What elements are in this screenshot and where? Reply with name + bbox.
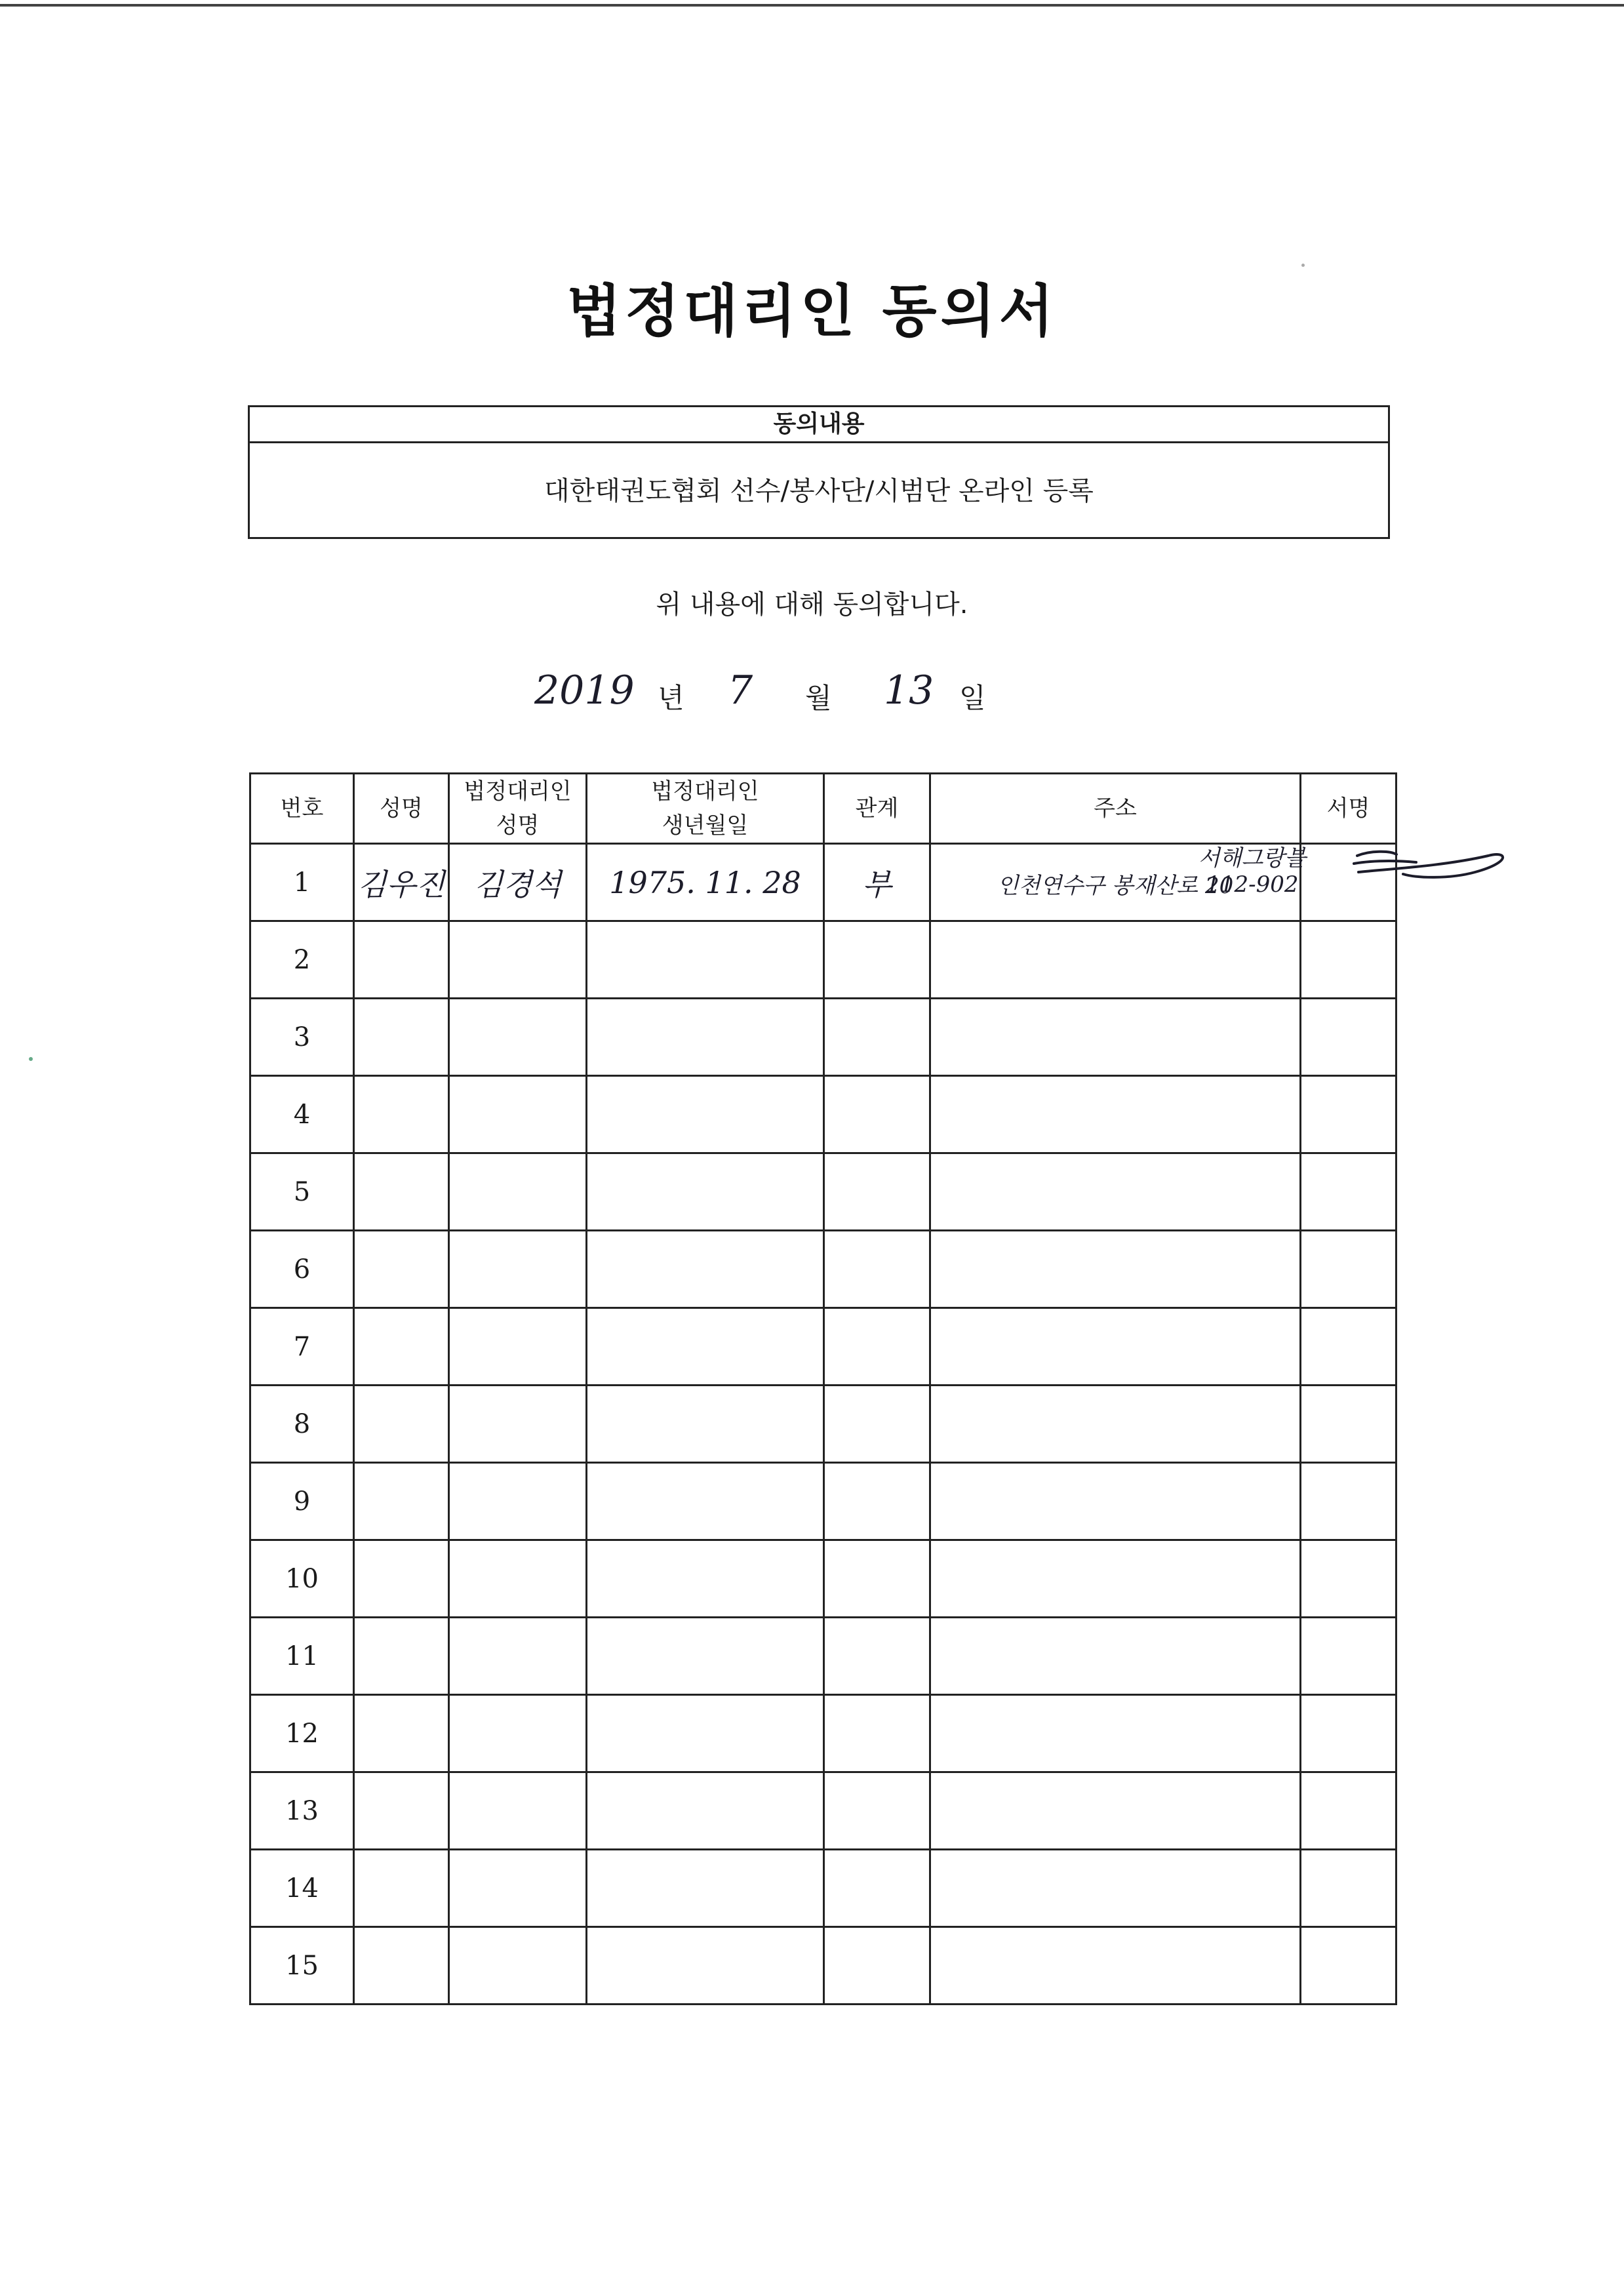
row-signature xyxy=(1301,1076,1396,1153)
table-row xyxy=(250,1153,1396,1231)
row-guardian-name xyxy=(449,1772,587,1850)
row-signature xyxy=(1301,1695,1396,1772)
row-no xyxy=(250,1153,354,1231)
row-guardian-name xyxy=(449,1153,587,1231)
row-guardian-name xyxy=(449,844,587,921)
row-no xyxy=(250,999,354,1076)
row-signature xyxy=(1301,1540,1396,1618)
row-signature xyxy=(1301,1386,1396,1463)
consent-box xyxy=(248,405,1390,539)
row-guardian-name xyxy=(449,921,587,999)
row-no-text: 3 xyxy=(293,1022,311,1052)
header-relation: 관계 xyxy=(824,774,930,844)
row-name xyxy=(354,999,449,1076)
row-relation xyxy=(824,1927,930,2005)
document-title: 법정대리인 동의서 xyxy=(566,279,1058,344)
row-guardian-birth xyxy=(587,1231,824,1308)
table-row xyxy=(250,844,1396,921)
row-name-text: 김우진 xyxy=(357,866,445,902)
date-day: 13 xyxy=(884,668,934,713)
row-name xyxy=(354,1386,449,1463)
row-relation xyxy=(824,1386,930,1463)
row-guardian-name xyxy=(449,1076,587,1153)
row-no-text: 9 xyxy=(293,1486,311,1517)
row-no-text: 2 xyxy=(293,944,311,975)
consent-content: 대한태권도협회 선수/봉사단/시범단 온라인 등록 xyxy=(544,476,1094,506)
row-name xyxy=(354,1540,449,1618)
row-address xyxy=(930,1927,1301,2005)
row-guardian-birth xyxy=(587,1076,824,1153)
row-address xyxy=(930,1231,1301,1308)
row-name xyxy=(354,1076,449,1153)
table-row xyxy=(250,1618,1396,1695)
row-guardian-birth xyxy=(587,1463,824,1540)
row-relation xyxy=(824,1308,930,1386)
row-relation xyxy=(824,1231,930,1308)
row-no xyxy=(250,921,354,999)
row-relation xyxy=(824,999,930,1076)
row-name xyxy=(354,1153,449,1231)
header-guardian-birth: 법정대리인 생년월일 xyxy=(587,774,824,844)
date-year: 2019 xyxy=(534,668,635,713)
guardian-table xyxy=(249,772,1397,2005)
row-no xyxy=(250,1076,354,1153)
agreement-text: 위 내용에 대해 동의합니다. xyxy=(656,589,968,620)
row-guardian-name xyxy=(449,1463,587,1540)
row-guardian-name xyxy=(449,1231,587,1308)
row-address xyxy=(930,1540,1301,1618)
row-signature xyxy=(1301,1308,1396,1386)
row-no xyxy=(250,1618,354,1695)
row-no xyxy=(250,1772,354,1850)
row-address xyxy=(930,1463,1301,1540)
row-no xyxy=(250,1463,354,1540)
row-no xyxy=(250,844,354,921)
row-guardian-name xyxy=(449,999,587,1076)
row-address xyxy=(930,844,1306,921)
row-signature xyxy=(1301,1850,1396,1927)
row-signature xyxy=(1301,1153,1396,1231)
row-no xyxy=(250,1695,354,1772)
row-signature xyxy=(1301,999,1396,1076)
row-guardian-birth xyxy=(587,1695,824,1772)
row-guardian-birth-text: 1975. 11. 28 xyxy=(609,864,801,900)
row-signature xyxy=(1301,1927,1396,2005)
row-name xyxy=(354,1308,449,1386)
guardian-signature xyxy=(1344,836,1515,888)
row-guardian-name xyxy=(449,1540,587,1618)
row-no-text: 14 xyxy=(285,1873,319,1904)
table-row xyxy=(250,1772,1396,1850)
table-row xyxy=(250,1386,1396,1463)
row-no-text: 4 xyxy=(293,1099,311,1130)
table-row xyxy=(250,1231,1396,1308)
row-relation xyxy=(824,1540,930,1618)
row-guardian-birth xyxy=(587,1386,824,1463)
row-no-text: 11 xyxy=(285,1641,319,1671)
row-guardian-birth xyxy=(587,921,824,999)
row-name xyxy=(354,921,449,999)
row-guardian-birth xyxy=(587,1772,824,1850)
row-name xyxy=(354,1927,449,2005)
row-guardian-name xyxy=(449,1927,587,2005)
row-address xyxy=(930,1386,1301,1463)
date-month-label: 월 xyxy=(805,682,832,714)
row-address xyxy=(930,1772,1301,1850)
row-guardian-birth xyxy=(587,1618,824,1695)
table-row xyxy=(250,1927,1396,2005)
header-guardian-name: 법정대리인 성명 xyxy=(449,774,587,844)
row-address xyxy=(930,1308,1301,1386)
row-address xyxy=(930,921,1301,999)
header-address: 주소 xyxy=(930,774,1301,844)
address-line1: 인천연수구 봉재산로 20 xyxy=(997,872,1234,899)
row-guardian-birth xyxy=(587,1308,824,1386)
date-month: 7 xyxy=(728,668,753,713)
header-signature: 서명 xyxy=(1301,774,1396,844)
row-name xyxy=(354,1463,449,1540)
row-signature xyxy=(1301,1231,1396,1308)
row-address xyxy=(930,1076,1301,1153)
row-guardian-name xyxy=(449,1386,587,1463)
date-year-label: 년 xyxy=(658,682,684,714)
row-no-text: 5 xyxy=(293,1176,311,1207)
row-signature xyxy=(1301,1618,1396,1695)
row-no-text: 13 xyxy=(285,1795,319,1826)
row-relation xyxy=(824,1850,930,1927)
row-address xyxy=(930,1153,1301,1231)
row-name xyxy=(354,1618,449,1695)
row-name xyxy=(354,1772,449,1850)
row-address xyxy=(930,1695,1301,1772)
row-no-text: 8 xyxy=(293,1408,311,1439)
row-name xyxy=(354,1850,449,1927)
row-no-text: 15 xyxy=(285,1950,319,1981)
row-no xyxy=(250,1386,354,1463)
row-guardian-birth xyxy=(587,1850,824,1927)
row-relation xyxy=(824,1153,930,1231)
row-no xyxy=(250,1850,354,1927)
row-address xyxy=(930,999,1301,1076)
table-row xyxy=(250,1695,1396,1772)
row-guardian-name-text: 김경석 xyxy=(473,866,562,902)
row-signature xyxy=(1301,1463,1396,1540)
row-no-text: 6 xyxy=(293,1254,311,1285)
row-address xyxy=(930,1618,1301,1695)
row-relation xyxy=(824,1618,930,1695)
row-no-text: 10 xyxy=(285,1563,319,1594)
table-row xyxy=(250,1308,1396,1386)
row-no-text: 1 xyxy=(293,867,311,898)
row-guardian-name xyxy=(449,1695,587,1772)
row-guardian-name xyxy=(449,1618,587,1695)
table-header-row xyxy=(250,774,1396,844)
row-name xyxy=(354,844,449,921)
row-no-text: 7 xyxy=(293,1331,311,1362)
row-relation xyxy=(824,844,930,921)
date-day-label: 일 xyxy=(959,682,986,714)
row-guardian-name xyxy=(449,1850,587,1927)
table-row xyxy=(250,1076,1396,1153)
address-line2: 서해그랑블 112-902 xyxy=(1198,845,1306,898)
row-relation-text: 부 xyxy=(862,866,892,902)
row-no xyxy=(250,1308,354,1386)
table-row xyxy=(250,1540,1396,1618)
row-guardian-birth xyxy=(587,1927,824,2005)
date-line xyxy=(0,668,1624,720)
row-relation xyxy=(824,1463,930,1540)
row-signature xyxy=(1301,921,1396,999)
row-guardian-birth xyxy=(587,999,824,1076)
row-relation xyxy=(824,1695,930,1772)
header-name: 성명 xyxy=(354,774,449,844)
table-row xyxy=(250,921,1396,999)
row-guardian-birth xyxy=(587,1540,824,1618)
row-relation xyxy=(824,1076,930,1153)
consent-header: 동의내용 xyxy=(250,407,1388,443)
row-relation xyxy=(824,1772,930,1850)
row-no xyxy=(250,1231,354,1308)
row-guardian-birth xyxy=(587,1153,824,1231)
row-name xyxy=(354,1231,449,1308)
row-address xyxy=(930,1850,1301,1927)
row-signature xyxy=(1301,1772,1396,1850)
table-row xyxy=(250,999,1396,1076)
row-guardian-name xyxy=(449,1308,587,1386)
row-no xyxy=(250,1927,354,2005)
address-text xyxy=(931,845,1306,900)
row-guardian-birth xyxy=(587,844,824,921)
row-relation xyxy=(824,921,930,999)
scan-speck xyxy=(1301,264,1305,267)
row-no xyxy=(250,1540,354,1618)
scan-speck xyxy=(29,1057,33,1061)
row-no-text: 12 xyxy=(285,1718,319,1749)
header-no: 번호 xyxy=(250,774,354,844)
table-row xyxy=(250,1850,1396,1927)
scan-edge-line xyxy=(0,4,1624,7)
table-row xyxy=(250,1463,1396,1540)
row-name xyxy=(354,1695,449,1772)
